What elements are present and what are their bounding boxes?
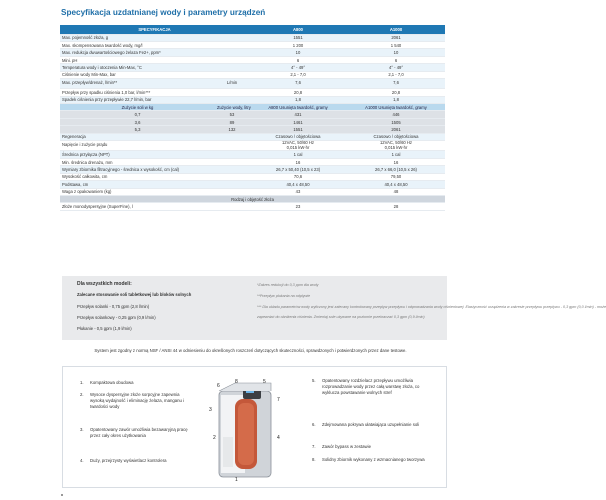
- spec-a1000: 16: [347, 158, 445, 165]
- salt-header-c3: A800 Usunięta twardość, gramy: [249, 104, 347, 111]
- spec-a1000: 48: [347, 188, 445, 195]
- spec-a800: Czasowo / objętościowa: [249, 133, 347, 140]
- spec-label: Spadek ciśnienia przy przepływie 22,7 l/min, bar: [60, 96, 249, 103]
- spec-row: [60, 64, 445, 71]
- spec-a1000: 26,7 x 66,0 (10,5 x 26): [347, 166, 445, 173]
- spec-a800: 4° - 49°: [249, 64, 347, 71]
- spec-a800: 20,8: [249, 89, 347, 96]
- spec-label: Mini. pH: [60, 56, 249, 63]
- spec-label: Regeneracja: [60, 133, 249, 140]
- salt-cell: 132: [215, 126, 249, 133]
- salt-header-c2: Zużycie wody, litry: [217, 104, 251, 110]
- spec-a1000: 7,6: [347, 79, 445, 89]
- page-title: Specyfikacja uzdatnianej wody i parametry urządzeń: [61, 8, 266, 17]
- spec-label: Min. średnica drenażu, mm: [60, 158, 249, 165]
- spec-label: Max. przepływ/drenaż, l/min**: [60, 79, 215, 89]
- spec-a1000: 10: [347, 49, 445, 56]
- media-row: [60, 203, 445, 210]
- callout-number: 3: [209, 407, 212, 413]
- header-label: SPECYFIKACJA: [60, 25, 249, 34]
- spec-a800: 1 cal: [249, 151, 347, 158]
- callout-number: 8: [235, 379, 238, 385]
- box-right-3: zapewniać do obniżenia ciśnienia. Zmieniaj sole używane na poziomie przekraczać 0,3 gpm (0,9 l/min): [257, 315, 425, 319]
- spec-row: [60, 173, 445, 180]
- callout-number: 1: [235, 477, 238, 483]
- spec-a1000: 1,8: [347, 96, 445, 103]
- table-header: [60, 25, 445, 34]
- spec-a800: 70,6: [249, 173, 347, 180]
- spec-label: Napięcie i zużycie prądu: [60, 141, 249, 151]
- spec-label: Max. pojemność złoża, g: [60, 34, 249, 41]
- spec-a1000: 1 cal: [347, 151, 445, 158]
- nsf-note: System jest zgodny z normą NSF / ANSI 44 w odniesieniu do określonych roszczeń dotyczących skuteczności, sprawdzonych i potwierdzonych przez dane testowe.: [94, 348, 407, 353]
- page: Specyfikacja uzdatnianej wody i parametry urządzeń SPECYFIKACJA A800 A1000 Max. pojemność złoża, g 1551 2061 Max. skompensowana twardość wody, mg/l 1 200 1 540 Max. redukcja dwuwartościowego żelaza Fe2+, ppm* 10 10 Mini. pH 6 6 Temperatura wody i otoczenia Min-Max, °C 4° - 49° 4° - 49° Ciśnienie wody Min-Max, bar 2,1 - 7,0 2,1 - 7,0 Max. przepływ/drenaż, l/min** L/min 7,6 7,6 Przepływ przy spadku ciśnienia 1,0 bar, l/min*** 20,8 20,8 Spadek ciśnienia przy przepływie 22,7 l/min, bar 1,8 1,8 Zużycie soli w kg Zużycie wody, litry A800 Usunięta twardość, gramy A1000 Usunięta twardość, gramy 0,7 53 431 446 3,6 89 1461 1505 5,3 132 1551 2061 Regeneracja Czasowo / objętościowa Czasowo / objętościowa Napięcie i zużycie prądu 12VAC, 50/60 Hz 0,015 kW-hr 12VAC, 50/60 Hz 0,015 kW-hr Średnica przyłącza (NPT) 1 cal 1 cal Min. średnica drenażu, mm 16 16 Wymiary zbiornika filtracyjnego - średnica x wysokość, cm (cal) 26,7 x 50,40 (10,5 x 23) 26,7 x 66,0 (10,5 x 26) Wysokość całkowita, cm 70,6 79,50 Podstawa, cm 40,4 x 48,50 40,4 x 48,50 Waga z opakowaniem (kg) 43 48 Rodzaj i objętość złoża Złoże monodyspersyjne (SuperFine), l 23 28 Dla wszystkich modeli: Zalecane stosowanie soli tabletkowej lub bloków solnych Przepływ solanki - 0,75 gpm (2,8 l/min) Przepływ solankowy - 0,25 gpm (0,9 l/min) Płukanie - 0,5 gpm (1,9 l/min) *Zakres redukcji do 0,3 ppm dla wody **Przepływ płukania na odpływie *** Dla układu parametrów wody wyliczony jest zalecany kontrolowany przepływ przepływu i odprowadzania wody ciśnieniowej. Elastyczność urządzenia w zakresie przepływu przepływu - 0,3 gpm (0,0 l/min) - może zapewniać do obniżenia ciśnienia. Zmieniaj sole używane na poziomie przekraczać 0,3 gpm (0,9 l/min) System jest zgodny z normą NSF / ANSI 44 w odniesieniu do określonych roszczeń dotyczących skuteczności, sprawdzonych i potwierdzonych przez dane testowe. 1. Kompaktowa obudowa 2. Wysoce dyspersyjne złoże sorpcyjne zapewnia wysoką wydajność i eliminację żelaza, manganu i twardości wody 3. Opatentowany zawór umożliwia bezawaryjną pracę przez cały okres użytkowania 4. Duży, przejrzysty wyświetlacz kontrolera 5. Opatentowany rozdzielacz przepływu umożliwia rozprowadzanie wody przez całą warstwę złoża, co wyklucza powstawanie wolnych stref 6. Zdejmowana pokrywa ułatwiająca uzupełnianie soli 7. Zawór bypass w zestawie 8. Solidny zbiornik wykonany z wzmacnianego tworzywa 6 8 5 7 3 2 4 1: [0, 0, 500, 500]
- salt-cell: 5,3: [60, 126, 215, 133]
- box-left-0: Zalecane stosowanie soli tabletkowej lub bloków solnych: [77, 292, 192, 297]
- spec-a800: 7,6: [249, 79, 347, 89]
- header-a1000: A1000: [347, 25, 445, 34]
- spec-row: [60, 41, 445, 48]
- all-models-box: [62, 276, 606, 340]
- spec-row: [60, 71, 445, 78]
- salt-cell: 3,6: [60, 118, 215, 125]
- spec-a800: 6: [249, 56, 347, 63]
- callout-number: 6: [217, 383, 220, 389]
- salt-header-row: [60, 104, 445, 111]
- spec-label: Przepływ przy spadku ciśnienia 1,0 bar, l/min***: [60, 89, 249, 96]
- callout-number: 7: [277, 397, 280, 403]
- salt-cell: 1551: [249, 126, 347, 133]
- salt-row: [60, 126, 445, 133]
- media-header-row: [60, 196, 445, 203]
- salt-cell: 1505: [347, 118, 445, 125]
- softener-cutaway-image: [205, 377, 283, 485]
- spec-a1000: Czasowo / objętościowa: [347, 133, 445, 140]
- spec-row: [60, 151, 445, 158]
- callout-number: 5: [263, 379, 266, 385]
- spec-a1000: 79,50: [347, 173, 445, 180]
- spec-label: Wymiary zbiornika filtracyjnego - średnica x wysokość, cm (cal): [60, 166, 249, 173]
- media-header: Rodzaj i objętość złoża: [60, 196, 445, 203]
- spec-a1000: 2061: [347, 34, 445, 41]
- salt-cell: 89: [215, 118, 249, 125]
- spec-a1000: 6: [347, 56, 445, 63]
- spec-a800: 1 200: [249, 41, 347, 48]
- spec-row: [60, 141, 445, 151]
- salt-cell: 446: [347, 111, 445, 118]
- salt-header-c1: Zużycie soli w kg: [60, 104, 215, 111]
- spec-a1000: 40,4 x 48,50: [347, 181, 445, 188]
- salt-cell: 53: [215, 111, 249, 118]
- spec-a800: 10: [249, 49, 347, 56]
- spec-row: [60, 166, 445, 173]
- spec-unit: L/min: [215, 79, 249, 89]
- spec-a1000: 2,1 - 7,0: [347, 71, 445, 78]
- spec-row: [60, 34, 445, 41]
- media-a1000: 28: [347, 203, 445, 210]
- spec-a1000: 4° - 49°: [347, 64, 445, 71]
- spec-a1000: 20,8: [347, 89, 445, 96]
- spec-a1000: 1 540: [347, 41, 445, 48]
- salt-row: [60, 111, 445, 118]
- spec-row: [60, 56, 445, 63]
- salt-cell: 1461: [249, 118, 347, 125]
- spec-a800: 2,1 - 7,0: [249, 71, 347, 78]
- spec-label: Wysokość całkowita, cm: [60, 173, 249, 180]
- salt-header-c4: A1000 Usunięta twardość, gramy: [347, 104, 445, 111]
- box-left-2: Przepływ solankowy - 0,25 gpm (0,9 l/min): [77, 315, 156, 320]
- salt-row: [60, 118, 445, 125]
- spec-row: [60, 158, 445, 165]
- spec-table: [60, 25, 445, 211]
- spec-a800: 40,4 x 48,50: [249, 181, 347, 188]
- spec-label: Podstawa, cm: [60, 181, 249, 188]
- header-a800: A800: [249, 25, 347, 34]
- callout-number: 4: [277, 435, 280, 441]
- spec-a800: 16: [249, 158, 347, 165]
- spec-row: [60, 96, 445, 103]
- spec-row: [60, 181, 445, 188]
- box-right-2: *** Dla układu parametrów wody wyliczony jest zalecany kontrolowany przepływ przepływu i odprowadzania wody ciśnieniowej. Elastyczność urządzenia w zakresie przepływu przepływu - 0,3 gpm (0,0 l/min) - może: [257, 305, 606, 309]
- spec-label: Ciśnienie wody Min-Max, bar: [60, 71, 249, 78]
- spec-label: Max. skompensowana twardość wody, mg/l: [60, 41, 249, 48]
- spec-a800: 26,7 x 50,40 (10,5 x 23): [249, 166, 347, 173]
- spec-a800: 1551: [249, 34, 347, 41]
- spec-row: [60, 89, 445, 96]
- spec-row: [60, 188, 445, 195]
- spec-a800: 43: [249, 188, 347, 195]
- box-left-3: Płukanie - 0,5 gpm (1,9 l/min): [77, 326, 132, 331]
- salt-cell: 0,7: [60, 111, 215, 118]
- salt-cell: 431: [249, 111, 347, 118]
- spec-row: [60, 79, 445, 89]
- box-right-1: **Przepływ płukania na odpływie: [257, 294, 311, 298]
- box-right-0: *Zakres redukcji do 0,3 ppm dla wody: [257, 283, 319, 287]
- box-left-1: Przepływ solanki - 0,75 gpm (2,8 l/min): [77, 304, 150, 309]
- spec-label: Waga z opakowaniem (kg): [60, 188, 249, 195]
- callout-number: 2: [213, 435, 216, 441]
- box-heading: Dla wszystkich modeli:: [77, 281, 132, 287]
- spec-label: Max. redukcja dwuwartościowego żelaza Fe2+, ppm*: [60, 49, 249, 56]
- spec-label: Temperatura wody i otoczenia Min-Max, °C: [60, 64, 249, 71]
- spec-a800: 1,8: [249, 96, 347, 103]
- spec-row: [60, 49, 445, 56]
- salt-cell: 2061: [347, 126, 445, 133]
- media-label: Złoże monodyspersyjne (SuperFine), l: [60, 203, 249, 210]
- media-a800: 23: [249, 203, 347, 210]
- spec-a1000: 12VAC, 50/60 Hz 0,015 kW-hr: [347, 141, 445, 151]
- spec-a800: 12VAC, 50/60 Hz 0,015 kW-hr: [249, 141, 347, 151]
- spec-label: Średnica przyłącza (NPT): [60, 151, 249, 158]
- page-marker: [61, 494, 63, 496]
